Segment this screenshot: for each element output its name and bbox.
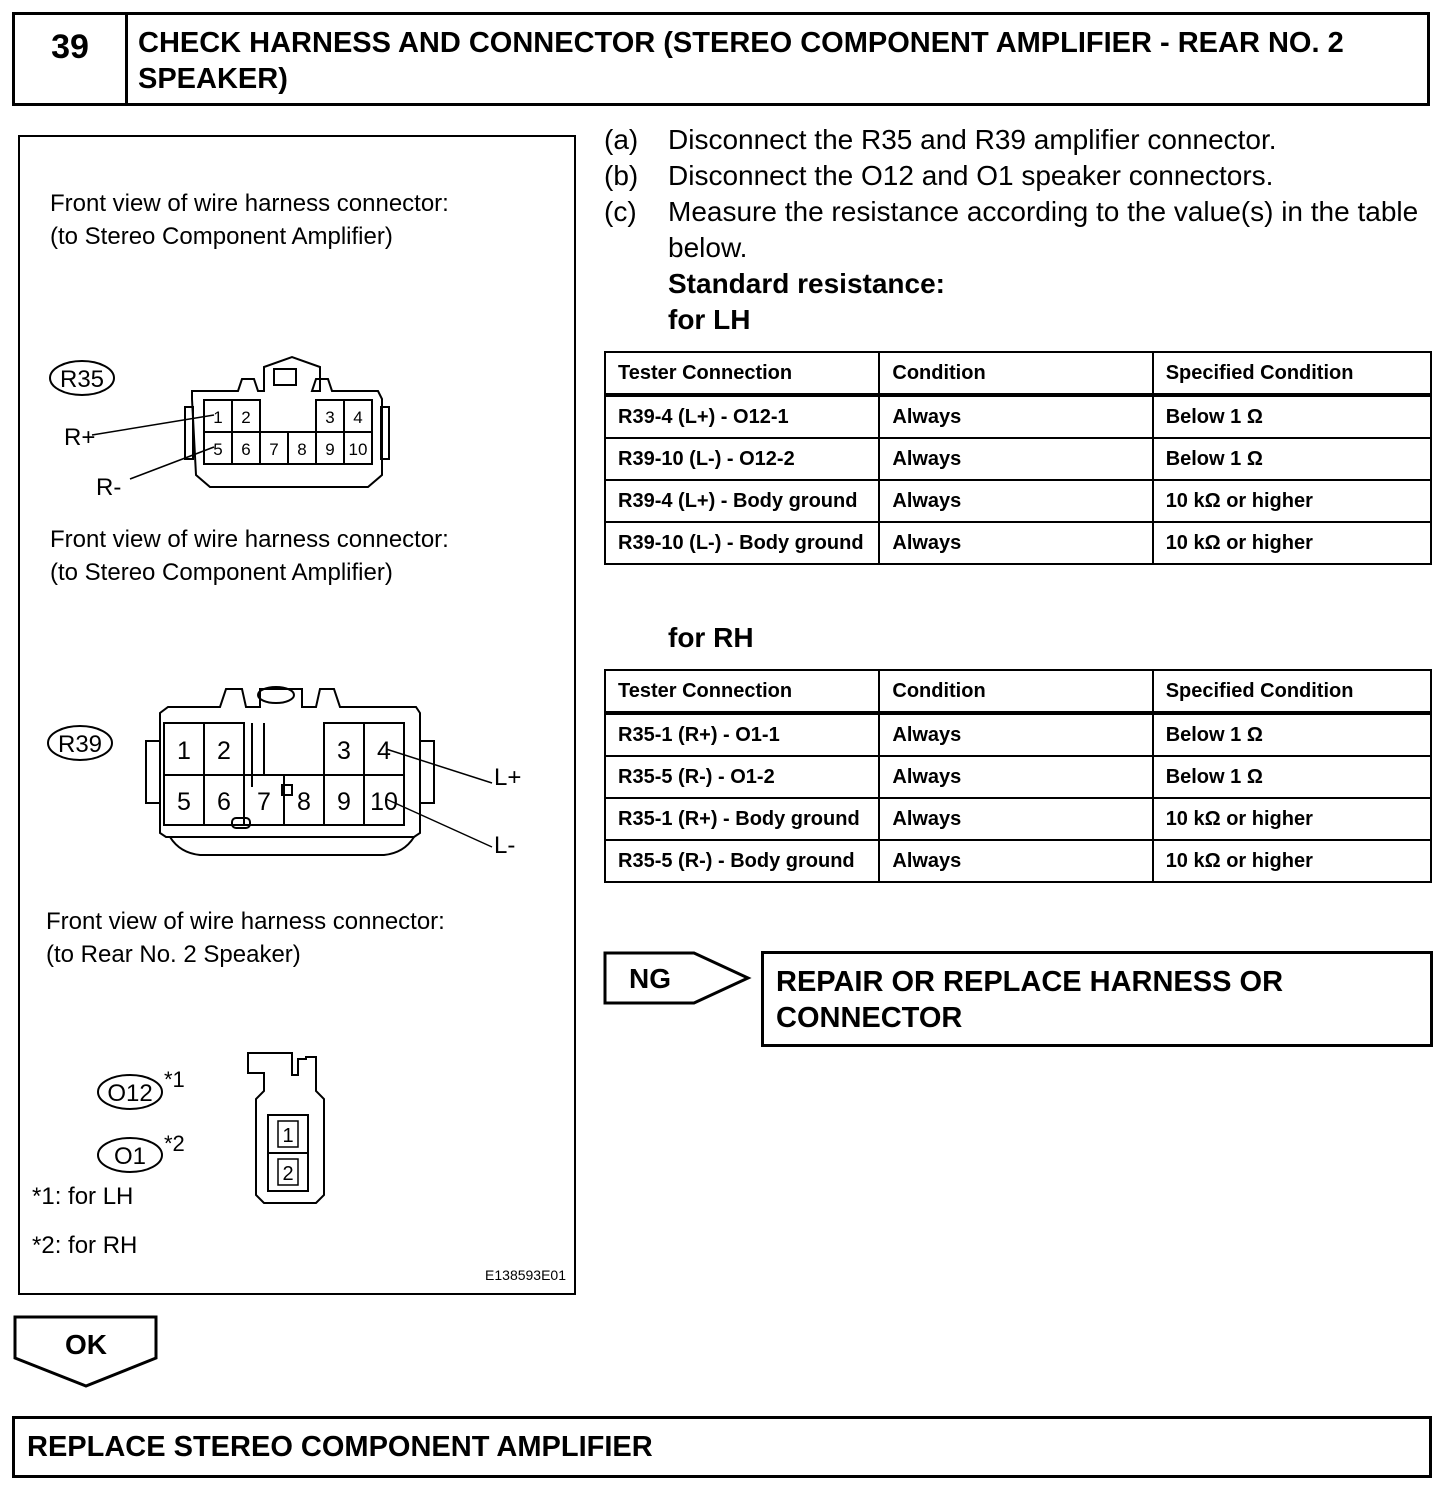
r35-lead-minus: R- (96, 474, 122, 501)
r39-pin: 1 (177, 737, 191, 765)
table-header-row (605, 352, 1431, 395)
speaker-label-lh: O12 (107, 1080, 153, 1107)
step-a: (a) Disconnect the R35 and R39 amplifier connector. (604, 124, 1277, 155)
r35-pin: 5 (213, 440, 223, 459)
ok-arrow (12, 1314, 160, 1390)
r35-pin: 6 (241, 440, 251, 459)
cell-specified: 10 kΩ or higher (1153, 798, 1431, 840)
table-row (605, 395, 1431, 438)
cell-connection: R39-4 (L+) - O12-1 (605, 395, 879, 438)
speaker-mark-lh: *1 (164, 1067, 185, 1092)
cell-condition: Always (879, 713, 1152, 756)
table-row (605, 798, 1431, 840)
connector-figure (18, 135, 576, 1295)
r39-pin: 4 (377, 737, 391, 765)
header-tester-connection: Tester Connection (605, 352, 879, 395)
header-condition: Condition (879, 352, 1152, 395)
cell-condition: Always (879, 840, 1152, 882)
r39-connector-diagram (20, 677, 574, 917)
lh-heading: for LH (668, 304, 751, 335)
step-number: 39 (15, 15, 128, 103)
header-specified-condition: Specified Condition (1153, 352, 1431, 395)
r35-pin: 4 (353, 408, 363, 427)
speaker-pin: 2 (282, 1163, 294, 1185)
step-header (12, 12, 1430, 106)
step-title: CHECK HARNESS AND CONNECTOR (STEREO COMPONENT AMPLIFIER - REAR NO. 2 SPEAKER) (138, 27, 1344, 95)
ng-result-box: REPAIR OR REPLACE HARNESS OR CONNECTOR (761, 951, 1433, 1047)
rh-heading: for RH (668, 622, 754, 653)
step-c: (c) Measure the resistance according to the value(s) in the table below. (604, 196, 1419, 263)
cell-connection: R35-1 (R+) - O1-1 (605, 713, 879, 756)
table-row (605, 840, 1431, 882)
r35-pin: 8 (297, 440, 307, 459)
cell-connection: R35-5 (R-) - Body ground (605, 840, 879, 882)
cell-connection: R35-1 (R+) - Body ground (605, 798, 879, 840)
r35-pin: 10 (348, 440, 368, 459)
r39-lead-minus: L- (494, 832, 516, 859)
cell-connection: R35-5 (R-) - O1-2 (605, 756, 879, 798)
ng-label: NG (629, 963, 671, 994)
caption-r39: Front view of wire harness connector: (to Stereo Component Amplifier) (50, 526, 449, 586)
header-tester-connection: Tester Connection (605, 670, 879, 713)
table-row (605, 480, 1431, 522)
speaker-label-rh: O1 (113, 1143, 147, 1170)
table-row (605, 522, 1431, 564)
cell-specified: 10 kΩ or higher (1153, 480, 1431, 522)
r35-pin: 2 (241, 408, 251, 427)
table-header-row (605, 670, 1431, 713)
caption-speaker: Front view of wire harness connector: (to Rear No. 2 Speaker) (46, 908, 445, 968)
cell-condition: Always (879, 480, 1152, 522)
table-row (605, 438, 1431, 480)
r35-pin: 3 (325, 408, 335, 427)
r39-label: R39 (57, 731, 103, 758)
rh-resistance-table (604, 669, 1432, 883)
r35-pin: 9 (325, 440, 335, 459)
r39-pin: 7 (257, 788, 271, 816)
r39-pin: 8 (297, 788, 311, 816)
cell-condition: Always (879, 395, 1152, 438)
ng-arrow (602, 950, 754, 1008)
cell-specified: 10 kΩ or higher (1153, 840, 1431, 882)
step-b: (b) Disconnect the O12 and O1 speaker connectors. (604, 160, 1274, 191)
r39-pin: 3 (337, 737, 351, 765)
cell-connection: R39-10 (L-) - O12-2 (605, 438, 879, 480)
r39-lead-plus: L+ (494, 764, 522, 791)
cell-specified: Below 1 Ω (1153, 395, 1431, 438)
caption-r35: Front view of wire harness connector: (to Stereo Component Amplifier) (50, 190, 449, 250)
header-specified-condition: Specified Condition (1153, 670, 1431, 713)
cell-condition: Always (879, 522, 1152, 564)
figure-id: E138593E01 (485, 1267, 566, 1283)
r39-pin: 9 (337, 788, 351, 816)
cell-specified: 10 kΩ or higher (1153, 522, 1431, 564)
ok-label: OK (65, 1329, 107, 1360)
r39-pin: 2 (217, 737, 231, 765)
note-rh: *2: for RH (32, 1232, 138, 1259)
r35-lead-plus: R+ (64, 424, 96, 451)
cell-specified: Below 1 Ω (1153, 713, 1431, 756)
table-row (605, 713, 1431, 756)
cell-connection: R39-10 (L-) - Body ground (605, 522, 879, 564)
header-condition: Condition (879, 670, 1152, 713)
cell-specified: Below 1 Ω (1153, 756, 1431, 798)
note-lh: *1: for LH (32, 1183, 134, 1210)
r35-pin: 7 (269, 440, 279, 459)
r35-label: R35 (59, 366, 105, 393)
cell-condition: Always (879, 438, 1152, 480)
r39-pin: 10 (370, 788, 398, 816)
speaker-pin: 1 (282, 1125, 294, 1147)
table-row (605, 756, 1431, 798)
cell-condition: Always (879, 798, 1152, 840)
r39-pin: 5 (177, 788, 191, 816)
cell-specified: Below 1 Ω (1153, 438, 1431, 480)
r35-pin: 1 (213, 408, 223, 427)
r39-pin: 6 (217, 788, 231, 816)
cell-connection: R39-4 (L+) - Body ground (605, 480, 879, 522)
standard-heading: Standard resistance: (668, 268, 945, 299)
speaker-mark-rh: *2 (164, 1131, 185, 1156)
final-step-box: REPLACE STEREO COMPONENT AMPLIFIER (12, 1416, 1432, 1478)
lh-resistance-table (604, 351, 1432, 565)
cell-condition: Always (879, 756, 1152, 798)
r35-connector-diagram (20, 347, 574, 647)
